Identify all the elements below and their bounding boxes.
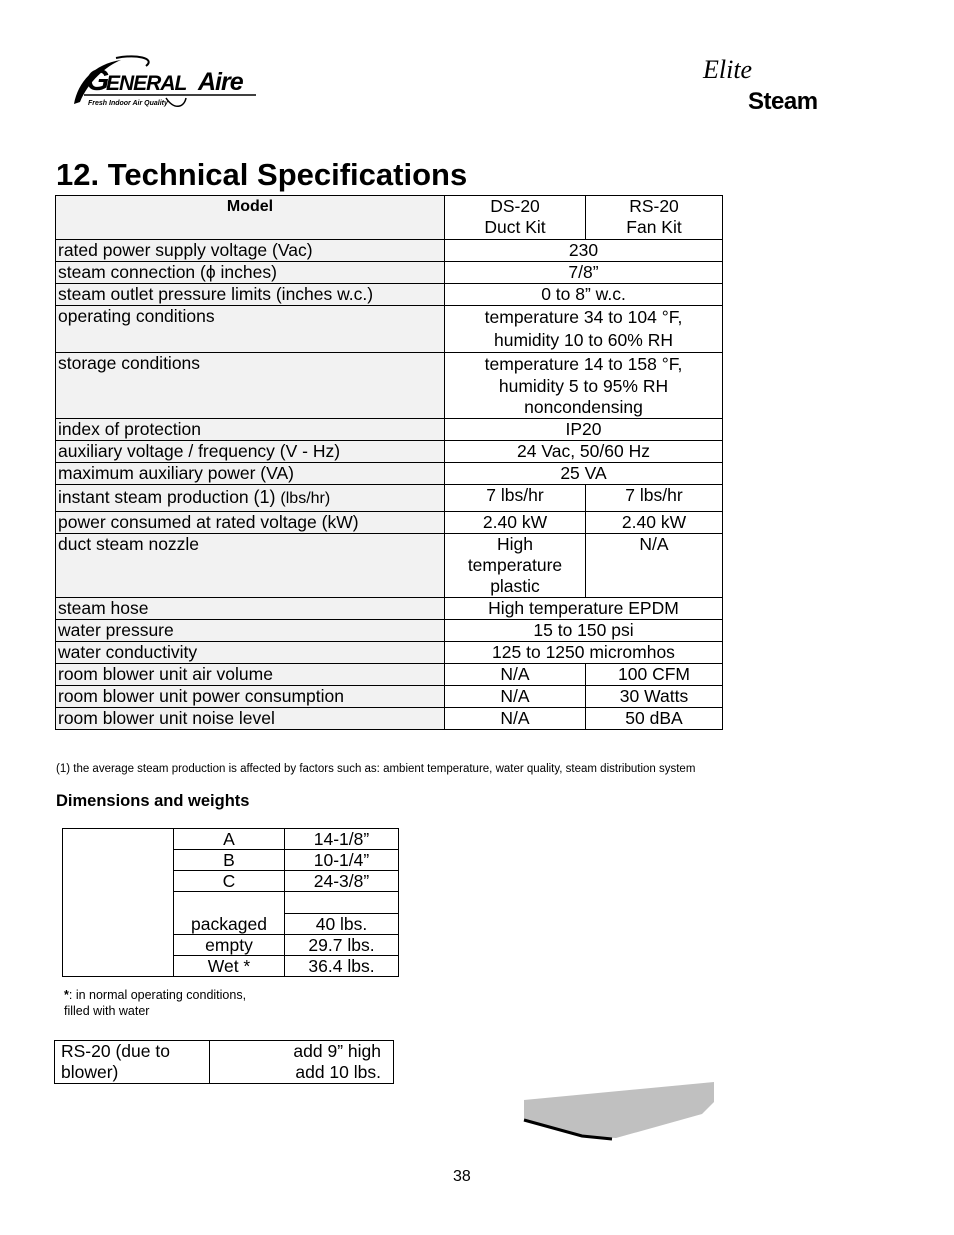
- row-label: power consumed at rated voltage (kW): [56, 512, 445, 534]
- logo-tagline: Fresh Indoor Air Quality: [88, 100, 168, 107]
- product-line-elite: Elite: [703, 55, 753, 84]
- row-label: room blower unit air volume: [56, 664, 445, 686]
- row-value-rs20: 7 lbs/hr: [586, 485, 723, 512]
- image-placeholder: [63, 829, 174, 977]
- row-value-rs20: 100 CFM: [586, 664, 723, 686]
- row-label: rated power supply voltage (Vac): [56, 240, 445, 262]
- page-title: 12. Technical Specifications: [56, 157, 468, 192]
- table-row: [56, 284, 723, 306]
- row-label: auxiliary voltage / frequency (V - Hz): [56, 441, 445, 463]
- table-row: [56, 419, 723, 441]
- dim-blank: [285, 892, 399, 914]
- row-label: duct steam nozzle: [56, 534, 445, 598]
- table-row: [56, 262, 723, 284]
- page-number: 38: [453, 1168, 471, 1185]
- generalaire-logo: [66, 52, 266, 112]
- dim-value: 24-3/8”: [285, 871, 399, 892]
- dim-key: packaged: [174, 892, 285, 935]
- product-line-steam: Steam: [748, 88, 818, 115]
- row-value: 125 to 1250 micromhos: [445, 642, 723, 664]
- table-row: [56, 620, 723, 642]
- row-value-ds20: High temperature plastic: [445, 534, 586, 598]
- row-value: 15 to 150 psi: [445, 620, 723, 642]
- table-row: [56, 353, 723, 419]
- row-value: temperature 14 to 158 °F, humidity 5 to 95% RH noncondensing: [445, 353, 723, 419]
- row-value: IP20: [445, 419, 723, 441]
- row-value-ds20: 2.40 kW: [445, 512, 586, 534]
- row-label: water pressure: [56, 620, 445, 642]
- row-value-ds20: N/A: [445, 708, 586, 730]
- row-value: 0 to 8” w.c.: [445, 284, 723, 306]
- row-value-rs20: 2.40 kW: [586, 512, 723, 534]
- svg-text:ENERAL: ENERAL: [106, 72, 187, 95]
- row-label: steam connection (ϕ inches): [56, 262, 445, 284]
- table-row: [56, 441, 723, 463]
- dim-value: 29.7 lbs.: [285, 935, 399, 956]
- row-value-rs20: 30 Watts: [586, 686, 723, 708]
- table-row: [56, 240, 723, 262]
- dimensions-heading: Dimensions and weights: [56, 792, 250, 810]
- table-row: [56, 463, 723, 485]
- table-row: [56, 664, 723, 686]
- dim-key: Wet *: [174, 956, 285, 977]
- dimensions-table: [62, 828, 399, 977]
- row-value: 24 Vac, 50/60 Hz: [445, 441, 723, 463]
- spec-table: [55, 195, 723, 730]
- row-value-rs20: 50 dBA: [586, 708, 723, 730]
- row-value-ds20: N/A: [445, 686, 586, 708]
- dim-value: 14-1/8”: [285, 829, 399, 850]
- table-row: [63, 829, 399, 850]
- table-row: [56, 485, 723, 512]
- table-row: [55, 1041, 394, 1084]
- row-value-rs20: N/A: [586, 534, 723, 598]
- row-label: room blower unit noise level: [56, 708, 445, 730]
- svg-text:G: G: [86, 64, 109, 97]
- row-label: room blower unit power consumption: [56, 686, 445, 708]
- table-row: [56, 306, 723, 353]
- decorative-page-tab: [520, 1080, 720, 1142]
- row-value: temperature 34 to 104 °F, humidity 10 to 60% RH: [445, 306, 723, 353]
- col-rs20-header: RS-20 Fan Kit: [586, 196, 723, 240]
- row-label: maximum auxiliary power (VA): [56, 463, 445, 485]
- rs20-value: add 9” high add 10 lbs.: [210, 1041, 394, 1084]
- wet-weight-note: *: in normal operating conditions, filled with water: [64, 988, 247, 1018]
- dim-key: C: [174, 871, 285, 892]
- footnote: (1) the average steam production is affected by factors such as: ambient temperature, water quality, steam distribution system: [56, 763, 696, 775]
- rs20-label: RS-20 (due to blower): [55, 1041, 210, 1084]
- table-row: [56, 642, 723, 664]
- row-label: index of protection: [56, 419, 445, 441]
- dim-value: 36.4 lbs.: [285, 956, 399, 977]
- row-value-ds20: N/A: [445, 664, 586, 686]
- row-value: 25 VA: [445, 463, 723, 485]
- row-label: storage conditions: [56, 353, 445, 419]
- svg-text:Aire: Aire: [198, 68, 243, 96]
- dim-key: B: [174, 850, 285, 871]
- dim-key: empty: [174, 935, 285, 956]
- table-row: [56, 534, 723, 598]
- dim-value: 10-1/4”: [285, 850, 399, 871]
- row-value-ds20: 7 lbs/hr: [445, 485, 586, 512]
- col-ds20-header: DS-20 Duct Kit: [445, 196, 586, 240]
- row-value: High temperature EPDM: [445, 598, 723, 620]
- model-header: Model: [56, 196, 445, 240]
- table-row: [56, 708, 723, 730]
- dim-key: A: [174, 829, 285, 850]
- row-label: operating conditions: [56, 306, 445, 353]
- table-row: [56, 686, 723, 708]
- row-value: 230: [445, 240, 723, 262]
- row-value: 7/8”: [445, 262, 723, 284]
- row-label: steam hose: [56, 598, 445, 620]
- row-label: water conductivity: [56, 642, 445, 664]
- table-row: [56, 512, 723, 534]
- table-row: [56, 196, 723, 240]
- table-row: [56, 598, 723, 620]
- row-label: steam outlet pressure limits (inches w.c.): [56, 284, 445, 306]
- row-label: instant steam production (1) (lbs/hr): [56, 485, 445, 512]
- rs20-addition-table: [54, 1040, 394, 1084]
- dim-value: 40 lbs.: [285, 914, 399, 935]
